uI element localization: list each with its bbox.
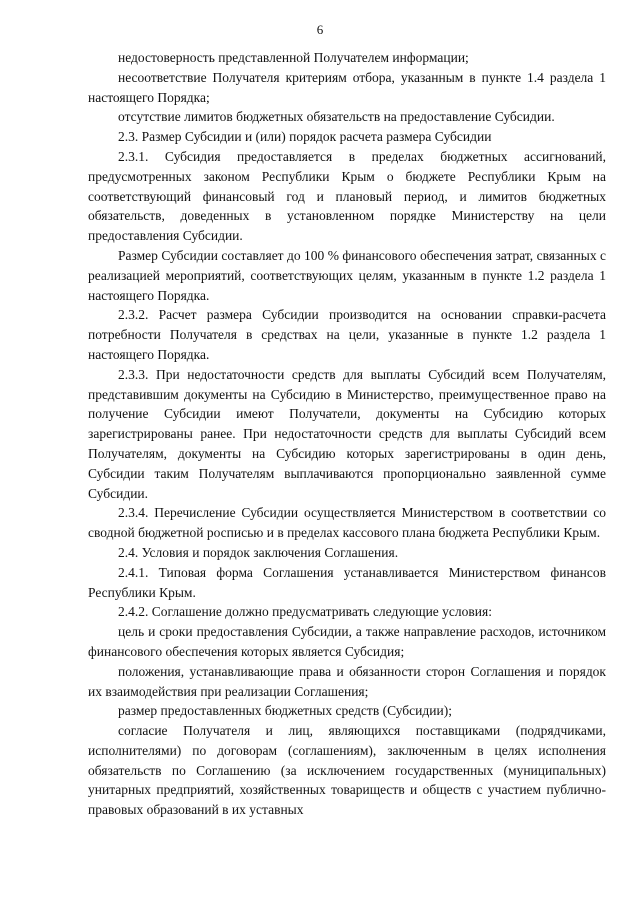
- document-body: [88, 48, 606, 820]
- paragraph: 2.3.2. Расчет размера Субсидии производится на основании справки-расчета потребности Получателя в средствах на цели, указанные в пункте 1.2 раздела 1 настоящего Порядка.: [88, 307, 606, 362]
- paragraph: размер предоставленных бюджетных средств (Субсидии);: [118, 703, 452, 719]
- paragraph: недостоверность представленной Получателем информации;: [118, 50, 469, 65]
- paragraph: 2.3.1. Субсидия предоставляется в пределах бюджетных ассигнований, предусмотренных законом Республики Крым о бюджете Республики Крым на соответствующий финансовый год и плановый период, и лимитов бюджетных обязательств, доведенных в установленном порядке Министерству на цели предоставления Субсидии.: [88, 148, 606, 244]
- section-heading: 2.4. Условия и порядок заключения Соглашения.: [118, 544, 399, 560]
- paragraph: несоответствие Получателя критериям отбора, указанным в пункте 1.4 раздела 1 настоящего Порядка;: [88, 69, 606, 105]
- page-number: 6: [316, 22, 324, 37]
- paragraph: Размер Субсидии составляет до 100 % финансового обеспечения затрат, связанных с реализацией мероприятий, соответствующих целям, указанным в пункте 1.2 раздела 1 настоящего Порядка.: [88, 247, 606, 303]
- paragraph: отсутствие лимитов бюджетных обязательств на предоставление Субсидии.: [118, 109, 555, 125]
- paragraph: 2.3.4. Перечисление Субсидии осуществляется Министерством в соответствии со сводной бюджетной росписью и в пределах кассового плана бюджета Республики Крым.: [88, 505, 606, 541]
- paragraph: 2.4.2. Соглашение должно предусматривать следующие условия:: [118, 604, 492, 620]
- section-heading: 2.3. Размер Субсидии и (или) порядок расчета размера Субсидии: [118, 129, 492, 145]
- paragraph: 2.4.1. Типовая форма Соглашения устанавливается Министерством финансов Республики Крым.: [88, 564, 606, 600]
- paragraph: 2.3.3. При недостаточности средств для выплаты Субсидий всем Получателям, представившим документы на Субсидию в Министерство, преимущественное право на получение Субсидии имеют Получатели, документы на Субсидию которых зарегистрированы ранее. При недостаточности средств для выплаты Субсидий всем Получателям, документы на Субсидию которых зарегистрированы в один день, Субсидии таким Получателям выплачиваются пропорционально заявленной сумме Субсидии.: [88, 366, 606, 501]
- paragraph: положения, устанавливающие права и обязанности сторон Соглашения и порядок их взаимодействия при реализации Соглашения;: [88, 663, 606, 699]
- paragraph: цель и сроки предоставления Субсидии, а также направление расходов, источником финансового обеспечения которых является Субсидия;: [88, 624, 606, 659]
- paragraph: согласие Получателя и лиц, являющихся поставщиками (подрядчиками, исполнителями) по договорам (соглашениям), заключенным в целях исполнения обязательств по Соглашению (за исключением государственных (муниципальных) унитарных предприятий, хозяйственных товариществ и обществ с участием публично-правовых образований в их уставных: [88, 723, 606, 818]
